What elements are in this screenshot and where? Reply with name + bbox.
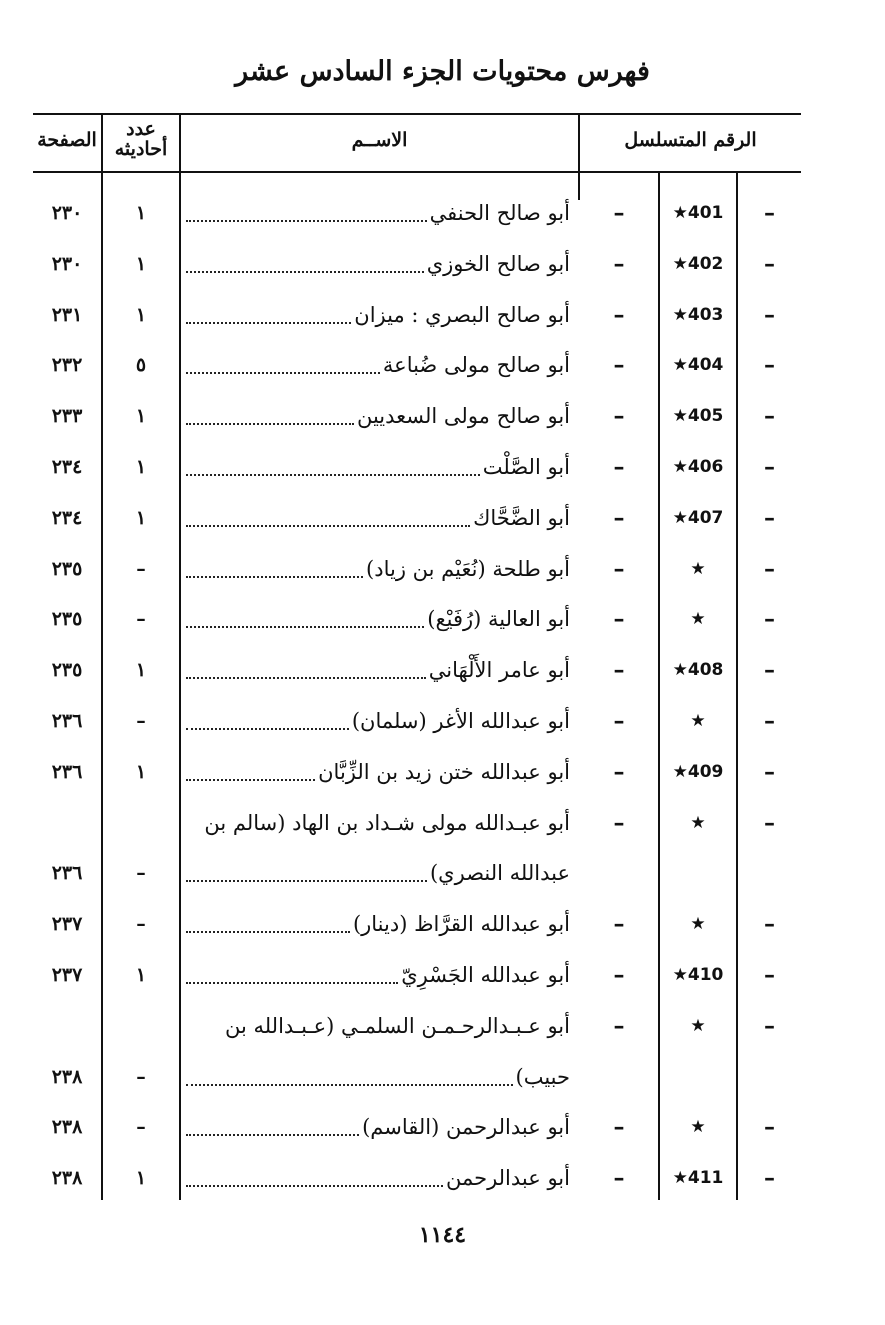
row-col3: –: [764, 1114, 775, 1140]
row-col1: –: [613, 302, 625, 328]
dot-leader: [186, 219, 427, 222]
row-name-text: أبو عـبـدالرحـمـن السلمـي (عـبـدالله بن: [224, 1014, 570, 1038]
row-serial: ★408: [672, 660, 724, 680]
row-col3: –: [764, 251, 775, 277]
row-page: [33, 803, 101, 843]
row-count: ١: [135, 1167, 147, 1189]
row-count: ١: [135, 405, 147, 427]
row-col1: –: [613, 505, 625, 531]
row-name-text: أبو طلحة (نُعَيْم بن زياد): [366, 557, 570, 581]
row-count: ١: [135, 507, 147, 529]
row-name-text: عبدالله النصري): [429, 861, 570, 885]
row-col3: –: [764, 1013, 775, 1039]
row-col1: –: [613, 1165, 625, 1191]
row-col3: –: [764, 911, 775, 937]
row-count: –: [136, 913, 146, 935]
row-name: [186, 549, 570, 589]
row-name: [186, 244, 570, 284]
dot-leader: [186, 727, 349, 730]
row-serial: ★: [690, 813, 706, 833]
dot-leader: [186, 422, 354, 425]
row-name: [186, 1057, 570, 1097]
row-col3: –: [764, 657, 775, 683]
row-serial: ★410: [672, 965, 724, 985]
row-name: [186, 599, 570, 639]
row-name: [186, 1158, 570, 1198]
row-name: [186, 853, 570, 893]
row-page: ٢٣٥: [51, 659, 83, 681]
row-name-text: أبو صالح الحنفي: [429, 201, 570, 225]
row-col1: –: [613, 251, 625, 277]
row-page: ٢٣٨: [51, 1066, 83, 1088]
row-name: [186, 345, 570, 385]
row-col3: [738, 853, 801, 893]
row-serial: ★404: [672, 355, 724, 375]
row-serial: ★407: [672, 508, 724, 528]
row-name-text: حبيب): [515, 1065, 570, 1089]
row-page: ٢٣٦: [51, 862, 83, 884]
row-count: [103, 803, 179, 843]
row-col1: –: [613, 911, 625, 937]
row-name: [186, 447, 570, 487]
row-serial: ★406: [672, 457, 724, 477]
row-col3: –: [764, 962, 775, 988]
row-serial: ★409: [672, 762, 724, 782]
row-col3: –: [764, 1165, 775, 1191]
column-divider-count: [179, 113, 181, 1200]
row-serial: ★: [690, 711, 706, 731]
dot-leader: [186, 371, 380, 374]
row-col3: –: [764, 759, 775, 785]
row-col1: –: [613, 403, 625, 429]
row-name: [186, 752, 570, 792]
row-col1: –: [613, 1114, 625, 1140]
row-name-text: أبو عبدالرحمن (القاسم): [362, 1115, 570, 1139]
row-page: ٢٣٦: [51, 710, 83, 732]
column-divider-name: [578, 113, 580, 200]
row-count: ١: [135, 304, 147, 326]
row-page: ٢٣٥: [51, 558, 83, 580]
row-name: [186, 803, 570, 843]
row-name-text: أبو عامر الأَلْهَاني: [428, 658, 570, 682]
dot-leader: [186, 321, 351, 324]
row-name-text: أبو الضَّحَّاك: [473, 506, 570, 530]
row-name: [186, 498, 570, 538]
row-col3: –: [764, 454, 775, 480]
row-col1: –: [613, 810, 625, 836]
dot-leader: [186, 1133, 359, 1136]
row-count: ٥: [135, 354, 147, 376]
row-name-text: أبو صالح البصري : ميزان: [354, 303, 570, 327]
row-col3: –: [764, 810, 775, 836]
row-serial: ★: [690, 559, 706, 579]
row-name: [186, 193, 570, 233]
row-col1: –: [613, 606, 625, 632]
row-col3: –: [764, 505, 775, 531]
header-count-line2: أحاديثه: [114, 138, 168, 160]
page-number: ١١٤٤: [418, 1222, 467, 1248]
row-name: [186, 650, 570, 690]
header-name: الاســم: [351, 129, 408, 151]
row-col1: –: [613, 759, 625, 785]
row-name: [186, 1107, 570, 1147]
table-top-rule: [33, 113, 801, 115]
page-title: فهرس محتويات الجزء السادس عشر: [235, 56, 650, 87]
row-col1: –: [613, 708, 625, 734]
row-name: [186, 396, 570, 436]
header-page: الصفحة: [37, 129, 97, 151]
row-name-text: أبو صالح الخوزي: [426, 252, 570, 276]
row-name: [186, 904, 570, 944]
row-page: ٢٣٨: [51, 1167, 83, 1189]
row-page: ٢٣٧: [51, 913, 83, 935]
row-count: ١: [135, 964, 147, 986]
row-col1: –: [613, 1013, 625, 1039]
row-col3: –: [764, 200, 775, 226]
row-page: ٢٣٠: [51, 253, 83, 275]
row-count: ١: [135, 456, 147, 478]
row-name-text: أبو عبدالله الجَسْرِيّ: [401, 963, 570, 987]
row-count: ١: [135, 253, 147, 275]
row-name-text: أبو عبدالله ختن زيد بن الزِّبَّان: [318, 760, 570, 784]
row-name-text: أبو عبدالله القرَّاظ (دينار): [352, 912, 570, 936]
row-name: [186, 701, 570, 741]
row-page: ٢٣٨: [51, 1116, 83, 1138]
row-serial: ★: [690, 1117, 706, 1137]
row-page: ٢٣٣: [51, 405, 83, 427]
header-serial: الرقم المتسلسل: [624, 129, 757, 151]
row-count: –: [136, 608, 146, 630]
row-name-text: أبو عبـدالله مولى شـداد بن الهاد (سالم بن: [204, 811, 570, 835]
row-serial: ★403: [672, 305, 724, 325]
row-count: –: [136, 710, 146, 732]
row-count: [103, 1006, 179, 1046]
row-col1: –: [613, 556, 625, 582]
row-col3: –: [764, 606, 775, 632]
row-col1: [580, 853, 658, 893]
row-page: [33, 1006, 101, 1046]
dot-leader: [186, 676, 426, 679]
row-count: –: [136, 1116, 146, 1138]
row-name-text: أبو صالح مولى ضُباعة: [382, 353, 570, 377]
row-col1: –: [613, 454, 625, 480]
dot-leader: [186, 879, 427, 882]
row-name: [186, 295, 570, 335]
row-serial: [660, 853, 736, 893]
dot-leader: [186, 473, 480, 476]
row-count: –: [136, 862, 146, 884]
dot-leader: [186, 930, 350, 933]
row-col1: –: [613, 657, 625, 683]
row-col3: –: [764, 556, 775, 582]
dot-leader: [186, 270, 424, 273]
row-serial: [660, 1057, 736, 1097]
row-name-text: أبو عبدالرحمن: [445, 1166, 570, 1190]
row-name-text: أبو صالح مولى السعديين: [356, 404, 570, 428]
row-page: ٢٣٠: [51, 202, 83, 224]
row-count: –: [136, 558, 146, 580]
dot-leader: [186, 981, 398, 984]
header-bottom-rule: [33, 171, 801, 173]
dot-leader: [186, 625, 424, 628]
row-count: ١: [135, 761, 147, 783]
row-page: ٢٣٥: [51, 608, 83, 630]
row-name: [186, 955, 570, 995]
row-col3: –: [764, 403, 775, 429]
row-page: ٢٣٧: [51, 964, 83, 986]
header-count: [103, 119, 179, 159]
row-name-text: أبو عبدالله الأغر (سلمان): [351, 709, 570, 733]
row-col1: –: [613, 962, 625, 988]
row-name-text: أبو العالية (رُفَيْع): [427, 607, 570, 631]
row-name: [186, 1006, 570, 1046]
row-name-text: أبو الصَّلْت: [482, 455, 570, 479]
row-serial: ★: [690, 914, 706, 934]
row-serial: ★: [690, 1016, 706, 1036]
dot-leader: [186, 575, 363, 578]
row-col1: –: [613, 352, 625, 378]
row-page: ٢٣٤: [51, 507, 83, 529]
row-count: ١: [135, 659, 147, 681]
row-serial: ★401: [672, 203, 724, 223]
row-col1: –: [613, 200, 625, 226]
row-serial: ★402: [672, 254, 724, 274]
row-col1: [580, 1057, 658, 1097]
header-count-line1: عدد: [126, 118, 156, 140]
dot-leader: [186, 778, 315, 781]
row-serial: ★411: [672, 1168, 724, 1188]
row-col3: –: [764, 708, 775, 734]
row-page: ٢٣١: [51, 304, 83, 326]
row-count: ١: [135, 202, 147, 224]
dot-leader: [186, 524, 470, 527]
row-serial: ★405: [672, 406, 724, 426]
row-serial: ★: [690, 609, 706, 629]
row-col3: –: [764, 352, 775, 378]
dot-leader: [186, 1184, 443, 1187]
row-page: ٢٣٤: [51, 456, 83, 478]
row-col3: –: [764, 302, 775, 328]
row-page: ٢٣٦: [51, 761, 83, 783]
dot-leader: [186, 1083, 513, 1086]
row-page: ٢٣٢: [51, 354, 83, 376]
row-col3: [738, 1057, 801, 1097]
row-count: –: [136, 1066, 146, 1088]
